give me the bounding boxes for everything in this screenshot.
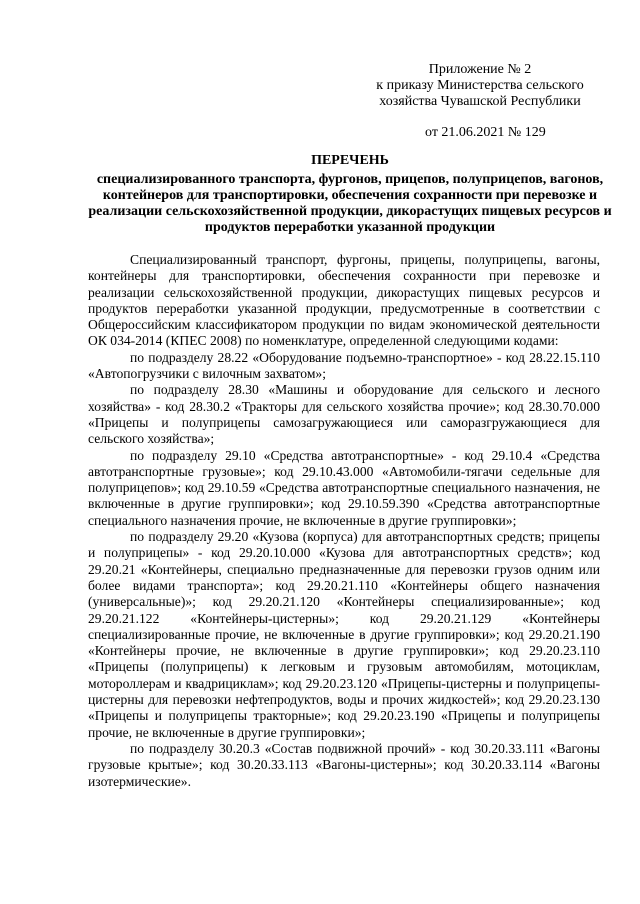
title-subtitle: специализированного транспорта, фургонов, прицепов, полуприцепов, вагонов, контейнеров для транспортировки, обеспечения сохранности при перевозке и реализации сельскохозяйственной продукции, дикорастущих пищевых ресурсов и продуктов переработки указанной продукции: [88, 172, 612, 235]
title-heading: ПЕРЕЧЕНЬ: [311, 153, 389, 168]
order-date: от 21.06.2021 № 129: [425, 125, 546, 140]
paragraph-29-10: по подразделу 29.10 «Средства автотранспортные» - код 29.10.4 «Средства автотранспортные грузовые»; код 29.10.43.000 «Автомобили-тягачи седельные для полуприцепов»; код 29.10.59 «Средства автотранспортные специального назначения, не включенные в другие группировки»; код 29.10.59.390 «Средства автотранспортные специального назначения прочие, не включенные в другие группировки»;: [88, 447, 600, 528]
appendix-number: Приложение № 2: [428, 62, 532, 77]
document-body: [88, 252, 600, 790]
paragraph-29-20: по подразделу 29.20 «Кузова (корпуса) для автотранспортных средств; прицепы и полуприцепы» - код 29.20.10.000 «Кузова для автотранспортных средств»; код 29.20.21 «Контейнеры, специально предназначенные для перевозки грузов одним или более видами транспорта»; код 29.20.21.110 «Контейнеры общего назначения (универсальные)»; код 29.20.21.120 «Контейнеры специализированные»; код 29.20.21.122 «Контейнеры-цистерны»; код 29.20.21.129 «Контейнеры специализированные прочие, не включенные в другие группировки»; код 29.20.21.190 «Контейнеры прочие, не включенные в другие группировки»; код 29.20.23.110 «Прицепы (полуприцепы) к легковым и грузовым автомобилям, мотоциклам, мотороллерам и квадрициклам»; код 29.20.23.120 «Прицепы-цистерны и полуприцепы-цистерны для перевозки нефтепродуктов, воды и прочих жидкостей»; код 29.20.23.130 «Прицепы и полуприцепы тракторные»; код 29.20.23.190 «Прицепы и полуприцепы прочие, не включенные в другие группировки»;: [88, 529, 600, 740]
document-title: [88, 153, 612, 236]
paragraph-28-22: по подразделу 28.22 «Оборудование подъемно-транспортное» - код 28.22.15.110 «Автопогрузчики с вилочным захватом»;: [88, 349, 600, 382]
paragraph-intro: Специализированный транспорт, фургоны, прицепы, полуприцепы, вагоны, контейнеры для транспортировки, обеспечения сохранности при перевозке и реализации сельскохозяйственной продукции, дикорастущих пищевых ресурсов и продуктов переработки указанной продукции, предусмотренные в соответствии с Общероссийским классификатором продукции по видам экономической деятельности ОК 034-2014 (КПЕС 2008) по номенклатуре, определенной следующими кодами:: [88, 252, 600, 349]
paragraph-28-30: по подразделу 28.30 «Машины и оборудование для сельского и лесного хозяйства» - код 28.30.2 «Тракторы для сельского хозяйства прочие»; код 28.30.70.000 «Прицепы и полуприцепы самозагружающиеся или саморазгружающиеся для сельского хозяйства»;: [88, 382, 600, 447]
paragraph-30-20-3: по подразделу 30.20.3 «Состав подвижной прочий» - код 30.20.33.111 «Вагоны грузовые крытые»; код 30.20.33.113 «Вагоны-цистерны»; код 30.20.33.114 «Вагоны изотермические».: [88, 740, 600, 789]
order-reference: к приказу Министерства сельского: [376, 78, 584, 93]
ministry-name: хозяйства Чувашской Республики: [379, 94, 581, 109]
appendix-header: [360, 62, 600, 110]
